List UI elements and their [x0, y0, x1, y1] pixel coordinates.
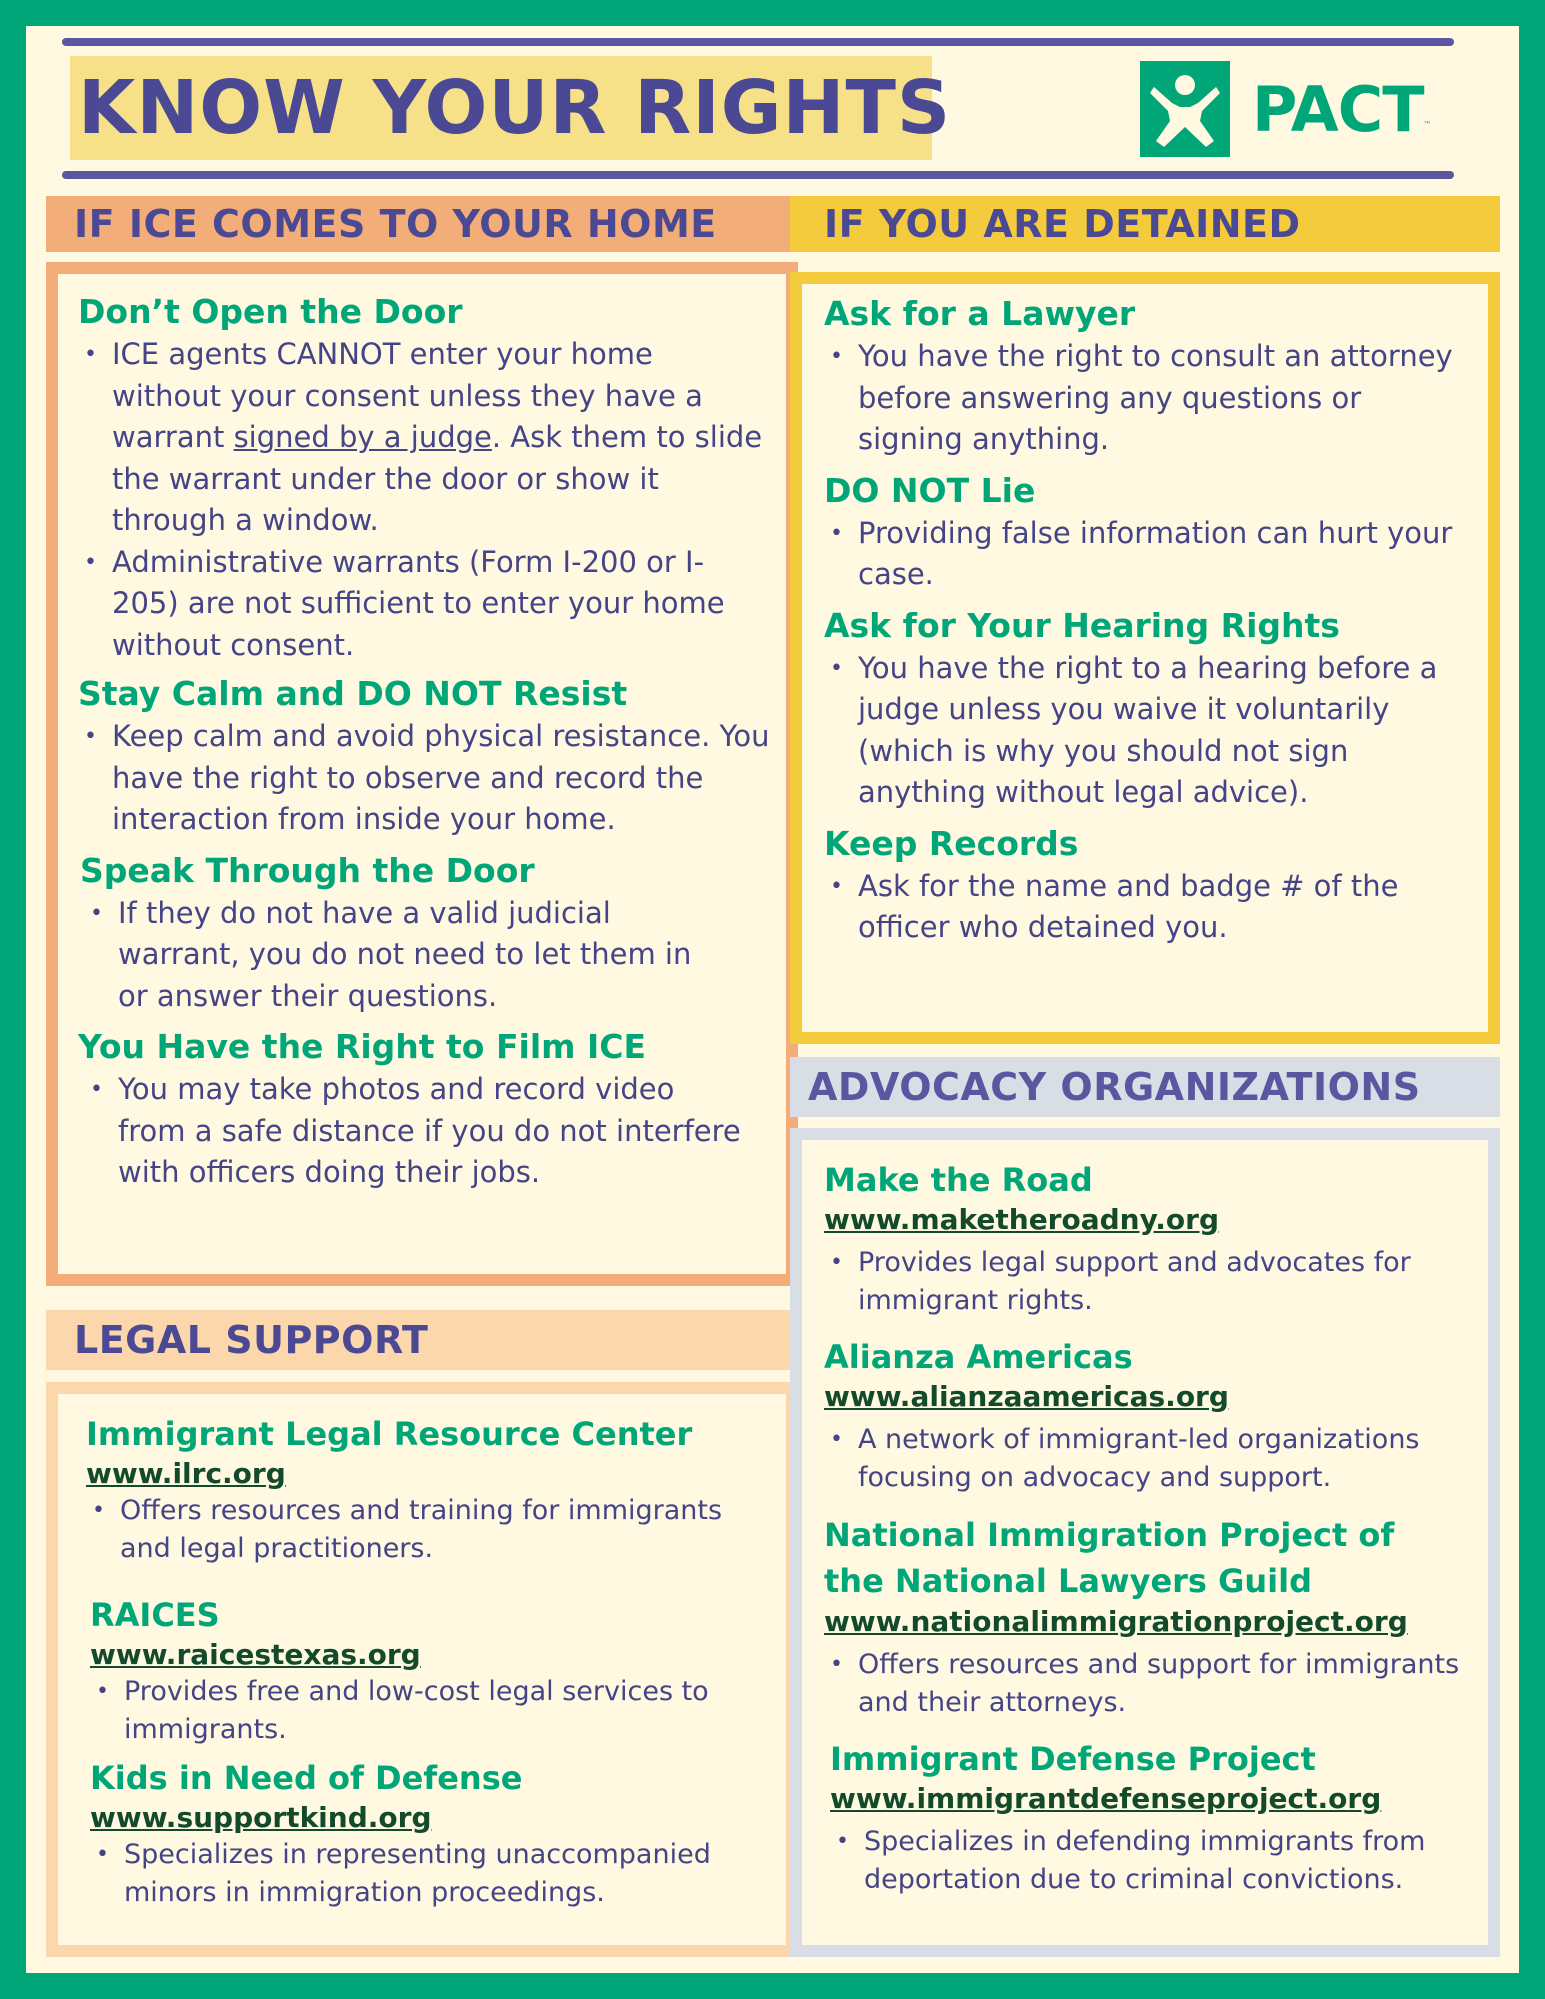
records-heading: Keep Records: [824, 823, 1079, 863]
legal-header-text: LEGAL SUPPORT: [74, 1318, 429, 1362]
legal-org: [86, 1412, 768, 1567]
list-item: • Provides legal support and advocates for immigrant rights.: [824, 1244, 1470, 1319]
logo-wordmark: PACT: [1252, 72, 1424, 146]
records-list: [824, 866, 1472, 949]
film-list: [84, 1069, 770, 1194]
org-link[interactable]: www.supportkind.org: [90, 1801, 432, 1834]
legal-org: [90, 1756, 768, 1911]
home-header-text: IF ICE COMES TO YOUR HOME: [74, 202, 717, 246]
list-item: • Keep calm and avoid physical resistance. You have the right to observe and record the interaction from inside your home.: [78, 716, 770, 841]
list-item: • Providing false information can hurt your case.: [824, 513, 1472, 596]
person-icon: [1140, 61, 1230, 157]
list-item: • A network of immigrant-led organizations focusing on advocacy and support.: [824, 1421, 1470, 1496]
legal-box: [46, 1382, 798, 1957]
advocacy-org: [824, 1158, 1470, 1319]
legal-org: [90, 1593, 768, 1748]
org-name: Kids in Need of Defense: [90, 1759, 523, 1797]
org-name: RAICES: [90, 1596, 220, 1634]
advocacy-org: [824, 1512, 1470, 1721]
detained-box: [790, 272, 1500, 1044]
detained-section-header: [790, 196, 1500, 252]
advocacy-org: [830, 1737, 1470, 1898]
stay-calm-heading: Stay Calm and DO NOT Resist: [78, 674, 628, 713]
lawyer-list: [824, 336, 1472, 461]
pact-logo: [1140, 61, 1432, 157]
advocacy-box: [790, 1128, 1500, 1957]
org-link[interactable]: www.ilrc.org: [86, 1457, 286, 1490]
list-item: • You have the right to a hearing before a judge unless you waive it voluntarily (which is why you should not sign anything without legal advice).: [824, 648, 1472, 814]
dont-open-list: [78, 334, 770, 666]
film-heading: You Have the Right to Film ICE: [78, 1027, 647, 1066]
org-name: Immigrant Defense Project: [830, 1740, 1316, 1778]
org-link[interactable]: www.immigrantdefenseproject.org: [830, 1782, 1382, 1815]
list-item: • You have the right to consult an attorney before answering any questions or signing anything.: [824, 336, 1472, 461]
org-link[interactable]: www.raicestexas.org: [90, 1638, 421, 1671]
flyer-page: [26, 26, 1519, 1973]
org-link[interactable]: www.nationalimmigrationproject.org: [824, 1605, 1408, 1638]
detained-header-text: IF YOU ARE DETAINED: [824, 202, 1301, 246]
do-not-lie-heading: DO NOT Lie: [824, 470, 1036, 510]
org-link[interactable]: www.alianzaamericas.org: [824, 1380, 1229, 1413]
org-name: Make the Road: [824, 1161, 1093, 1199]
list-item: • ICE agents CANNOT enter your home without your consent unless they have a warrant signed by a judge. Ask them to slide the warrant under the door or show it through a window.: [78, 334, 770, 542]
advocacy-org: [824, 1335, 1470, 1496]
org-name: Immigrant Legal Resource Center: [86, 1415, 693, 1453]
org-name: National Immigration Project of the National Lawyers Guild: [824, 1516, 1395, 1600]
speak-heading: Speak Through the Door: [80, 850, 535, 890]
list-item: • Provides free and low-cost legal services to immigrants.: [90, 1673, 768, 1748]
list-item: • Ask for the name and badge # of the officer who detained you.: [824, 866, 1472, 949]
org-name: Alianza Americas: [824, 1338, 1133, 1376]
bottom-rule: [62, 171, 1454, 179]
list-item: • You may take photos and record video from a safe distance if you do not interfere with officers doing their jobs.: [84, 1069, 770, 1194]
list-item: • Administrative warrants (Form I-200 or I-205) are not sufficient to enter your home without consent.: [78, 542, 770, 667]
hearing-heading: Ask for Your Hearing Rights: [824, 605, 1340, 645]
list-item: • Specializes in representing unaccompanied minors in immigration proceedings.: [90, 1836, 768, 1911]
advocacy-header-text: ADVOCACY ORGANIZATIONS: [808, 1065, 1421, 1109]
hearing-list: [824, 648, 1472, 814]
list-item: • Offers resources and support for immigrants and their attorneys.: [824, 1646, 1470, 1721]
speak-list: [84, 893, 770, 1018]
signed-by-judge-text: signed by a judge: [233, 420, 492, 454]
advocacy-section-header: [790, 1057, 1500, 1117]
list-item: • Offers resources and training for immigrants and legal practitioners.: [86, 1492, 768, 1567]
list-item: • Specializes in defending immigrants from deportation due to criminal convictions.: [830, 1823, 1470, 1898]
stay-calm-list: [78, 716, 770, 841]
dont-open-heading: Don’t Open the Door: [78, 292, 463, 331]
lawyer-heading: Ask for a Lawyer: [824, 294, 1136, 333]
org-link[interactable]: www.maketheroadny.org: [824, 1203, 1220, 1236]
page-title: KNOW YOUR RIGHTS: [78, 65, 952, 151]
logo-trademark: ™: [1423, 120, 1432, 129]
top-rule: [62, 38, 1454, 46]
do-not-lie-list: [824, 513, 1472, 596]
home-section-header: [46, 196, 798, 252]
list-item: • If they do not have a valid judicial warrant, you do not need to let them in or answer their questions.: [84, 893, 770, 1018]
legal-section-header: [46, 1310, 798, 1370]
home-box: [46, 262, 798, 1286]
